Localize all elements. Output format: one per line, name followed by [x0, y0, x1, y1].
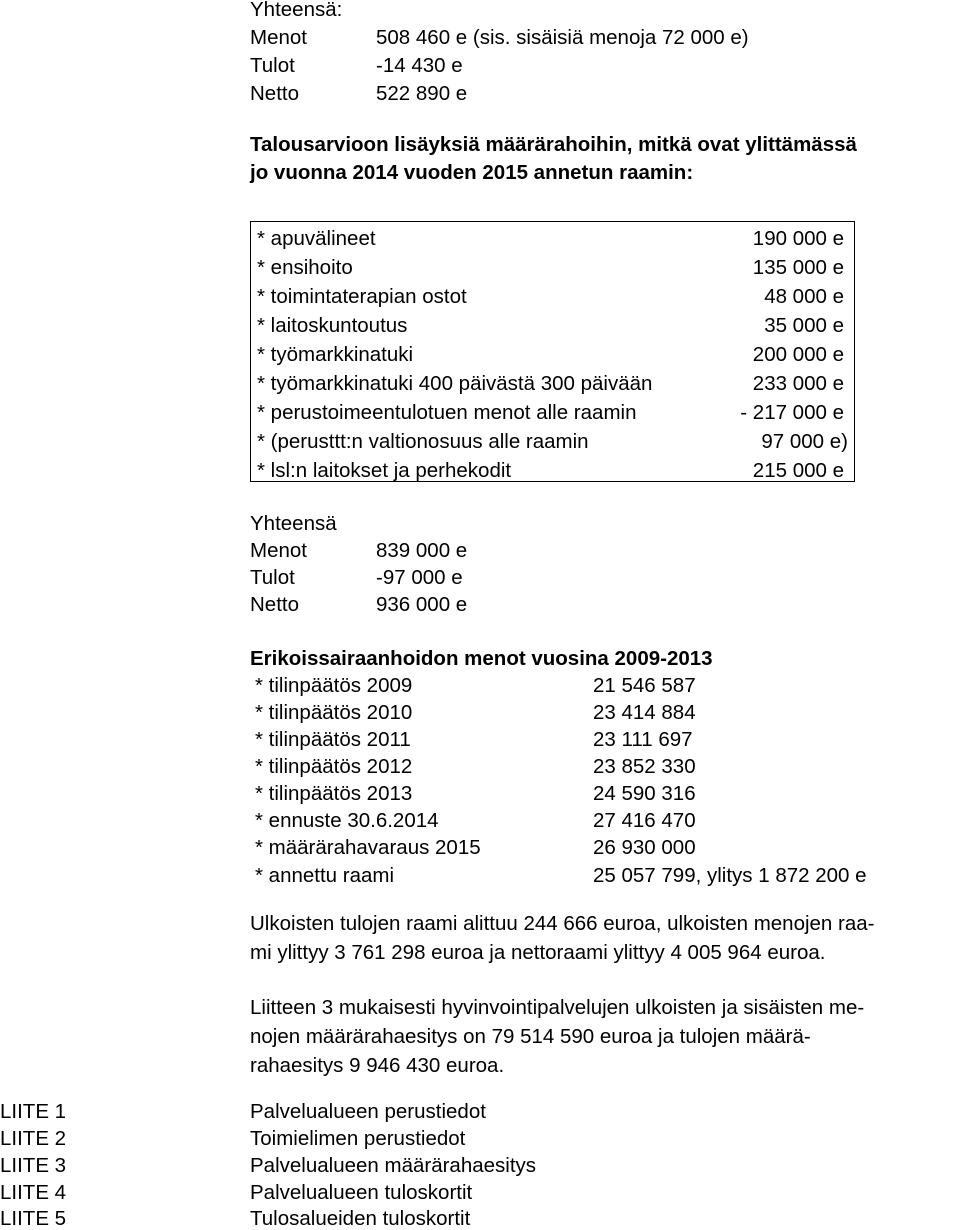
- specialist-care-value: 25 057 799, ylitys 1 872 200 e: [593, 864, 867, 887]
- attachment-title: Palvelualueen perustiedot: [250, 1100, 486, 1123]
- paragraph-budget-frame: [250, 909, 955, 967]
- specialist-care-value: 23 111 697: [593, 728, 693, 751]
- attachment-title: Palvelualueen tuloskortit: [250, 1181, 473, 1204]
- specialist-care-label: * tilinpäätös 2010: [255, 701, 413, 724]
- additions-amount: - 217 000 e: [740, 401, 844, 424]
- additions-item: * toimintaterapian ostot: [257, 285, 467, 308]
- table-row: [251, 309, 854, 338]
- attachment-id: LIITE 4: [0, 1181, 67, 1204]
- additions-item: * työmarkkinatuki: [257, 343, 414, 366]
- specialist-care-label: * ennuste 30.6.2014: [255, 809, 439, 832]
- summary2-menot-value: 839 000 e: [376, 539, 468, 562]
- additions-item: * apuvälineet: [257, 227, 376, 250]
- table-row: [251, 280, 854, 309]
- attachment-title: Toimielimen perustiedot: [250, 1127, 466, 1150]
- additions-amount: 48 000 e: [764, 285, 844, 308]
- table-row: [251, 222, 854, 251]
- summary1-tulot-value: -14 430 e: [376, 54, 463, 77]
- summary2-netto-label: Netto: [250, 593, 299, 616]
- summary1-netto-label: Netto: [250, 82, 299, 105]
- table-row: [251, 396, 854, 425]
- specialist-care-value: 21 546 587: [593, 674, 696, 697]
- summary2-netto-value: 936 000 e: [376, 593, 468, 616]
- additions-item: * perustoimeentulotuen menot alle raamin: [257, 401, 637, 424]
- specialist-care-label: * tilinpäätös 2011: [255, 728, 411, 751]
- attachment-title: Tulosalueiden tuloskortit: [250, 1207, 471, 1230]
- additions-amount: 97 000 e): [761, 430, 848, 453]
- additions-heading-line1: Talousarvioon lisäyksiä määrärahoihin, mitkä ovat ylittämässä: [250, 133, 857, 156]
- attachment-id: LIITE 2: [0, 1127, 67, 1150]
- paragraph-line: Liitteen 3 mukaisesti hyvinvointipalvelujen ulkoisten ja sisäisten me-: [250, 996, 865, 1019]
- paragraph-line: rahaesitys 9 946 430 euroa.: [250, 1054, 505, 1077]
- additions-amount: 200 000 e: [752, 343, 844, 366]
- additions-heading-line2: jo vuonna 2014 vuoden 2015 annetun raamin:: [250, 161, 694, 184]
- paragraph-line: nojen määrärahaesitys on 79 514 590 euroa ja tulojen määrä-: [250, 1025, 811, 1048]
- specialist-care-value: 24 590 316: [593, 782, 696, 805]
- attachment-id: LIITE 3: [0, 1154, 67, 1177]
- specialist-care-value: 23 414 884: [593, 701, 696, 724]
- additions-amount: 233 000 e: [752, 372, 844, 395]
- specialist-care-value: 27 416 470: [593, 809, 696, 832]
- summary2-tulot-value: -97 000 e: [376, 566, 463, 589]
- summary1-netto-value: 522 890 e: [376, 82, 468, 105]
- attachment-title: Palvelualueen määrärahaesitys: [250, 1154, 537, 1177]
- additions-item: * työmarkkinatuki 400 päivästä 300 päivään: [257, 372, 653, 395]
- specialist-care-label: * määrärahavaraus 2015: [255, 836, 481, 859]
- table-row: [251, 425, 854, 454]
- specialist-care-heading: Erikoissairaanhoidon menot vuosina 2009-2013: [250, 647, 713, 670]
- table-row: [251, 338, 854, 367]
- additions-table: [250, 221, 855, 482]
- summary2-heading: Yhteensä: [250, 512, 337, 535]
- paragraph-line: mi ylittyy 3 761 298 euroa ja nettoraami ylittyy 4 005 964 euroa.: [250, 941, 826, 964]
- specialist-care-label: * annettu raami: [255, 864, 395, 887]
- specialist-care-label: * tilinpäätös 2012: [255, 755, 413, 778]
- additions-item: * ensihoito: [257, 256, 353, 279]
- additions-item: * lsl:n laitokset ja perhekodit: [257, 459, 512, 482]
- summary2-tulot-label: Tulot: [250, 566, 295, 589]
- specialist-care-value: 23 852 330: [593, 755, 696, 778]
- attachment-id: LIITE 5: [0, 1207, 67, 1230]
- additions-item: * (perusttt:n valtionosuus alle raamin: [257, 430, 589, 453]
- specialist-care-label: * tilinpäätös 2013: [255, 782, 413, 805]
- paragraph-line: Ulkoisten tulojen raami alittuu 244 666 euroa, ulkoisten menojen raa-: [250, 912, 875, 935]
- additions-item: * laitoskuntoutus: [257, 314, 408, 337]
- table-row: [251, 251, 854, 280]
- paragraph-appendix-3: [250, 993, 955, 1080]
- attachment-id: LIITE 1: [0, 1100, 67, 1123]
- additions-amount: 135 000 e: [752, 256, 844, 279]
- specialist-care-value: 26 930 000: [593, 836, 696, 859]
- table-row: [251, 367, 854, 396]
- summary1-menot-value: 508 460 e (sis. sisäisiä menoja 72 000 e): [376, 26, 749, 49]
- table-row: [251, 454, 854, 483]
- summary2-menot-label: Menot: [250, 539, 307, 562]
- summary1-tulot-label: Tulot: [250, 54, 295, 77]
- specialist-care-label: * tilinpäätös 2009: [255, 674, 413, 697]
- additions-amount: 35 000 e: [764, 314, 844, 337]
- summary1-heading: Yhteensä:: [250, 0, 343, 21]
- additions-amount: 215 000 e: [752, 459, 844, 482]
- summary1-menot-label: Menot: [250, 26, 307, 49]
- additions-amount: 190 000 e: [752, 227, 844, 250]
